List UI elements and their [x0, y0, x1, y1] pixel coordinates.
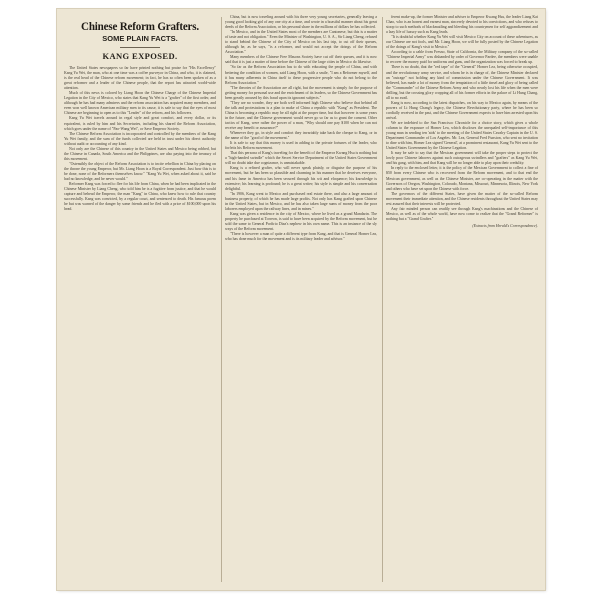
paragraph: We are indebted to the San Francisco Chronicle for a choice story, which gives a whole column to the exposure of Homer Lea, which discloses the unequaled self-importance of this young man in sending ten 'aids' to the meeting of the United States Cavalry Captain in the U. S. Department Commander of Los Angeles. Mr. Lea, General Fred Funston, who sent no invitation to dine with him, Homer Lea signed 'General', at a prominent restaurant, Kang Yu Wei sent to the United States Government by the Chinese Legation. [386, 120, 538, 151]
paragraph: It may be safe to say that the Mexican government will take the proper steps to protect the lowly poor Chinese laborers against such outrageous swindlers and "grafters" as Kang Yu Wei, and his gang, with him, and that Kang will be no longer able to play upon their credulity. [386, 151, 538, 166]
paragraph: Kang Yu Wei travels around in regal style and great comfort, and every dollar, or its equivalent, is ruled by him and his Secretaries, including his shared the Reform Association, which goes under the name of "Pao-Wang Wei", or Save Emperor Society. [64, 116, 216, 131]
paragraph: There is no doubt, that the "red tape" of the "General" Homer Lea, being otherwise occupied, and the revolutionary army service, and whom he is in charge of, the Chinese Minister declared an "outrage" not holding any kind of commission under the Chinese Government. It was believed, has made a lot of money from the temptation of a little tinsel and glory of being called the "Commander" of the Chinese Reform Army and who nearly lost his life when the men were drilling, but the crossing glory cropping all of his former efforts in the palace of Li Hung Chang, all to no avail. [386, 65, 538, 100]
headline-divider [120, 47, 160, 48]
paragraph: "The theories of the Association are all right, but the movement is simply for the purpose of getting money for personal use and the enrichment of its leaders, so the Chinese Government has been greatly aroused by this fraud upon its ignorant subjects." [225, 85, 377, 100]
paragraph: It is safe to say that this money is used in adding to the private fortunes of the leader, who forfeits his Reform movement. [225, 141, 377, 151]
subheadline: SOME PLAIN FACTS. [102, 34, 178, 43]
paragraph: China, but is now traveling around with his three very young secretaries, generally leaving a young good looking girl of any one city at a time, and wrote in a boastful manner about his great deeds of the Reform Association, or his personal share in the millions of dollars he has collected. [225, 15, 377, 30]
paragraph: The Chinese Reform Association is incorporated and controlled by the members of the Kang Yu Wei family, and the sum of the funds collected are held in trust under his direct authority without audit or accounting of any kind. [64, 131, 216, 146]
paragraph: Reformer Kang was forced to flee for his life from China, when he had been implicated in the Chinese Minister by Liang Cheng, who told him he is a fugitive from justice, and that he would capture and behead the Emperor, the man "Kang" in China, who knew how to rule that country successfully. Kang was convicted, by a regular court, and sentenced to death. His famous poem he but was warned of the danger by some friends and he fled with a price of $100,000 upon his head. [64, 182, 216, 212]
paragraph: "They are no wonder, they are both well informed high Chinese who believe that behind all the talk and protestations is a plan to make of China a republic with "Kang" as President. The China is becoming a republic may be all right at the proper time, but that however is some years in the future, and the Chinese government would never go so far as to grant the consent. Other tactics of Kang, were rather the power of a man, "Why should one pay $100 when he can not receive any benefit or assurance?" [225, 100, 377, 131]
newspaper-clipping [57, 9, 545, 590]
paragraph: "There is however a man of quite a different type from Kang, and that is General Homer Lea, who has done much for the movement and is its military leader and advisor." [225, 232, 377, 242]
paragraph: Kang was given a residence in the city of Mexico, where he lived as a grand Mandarin. The property he purchased at Torreon, is said to have been acquired by the Reform movement, but he sold the same to General Porfirio Diaz's nephew in his own name. This is an instance of the sly ways of the Reform movement. [225, 211, 377, 231]
column-rule [221, 17, 222, 582]
headline: Chinese Reform Grafters. [81, 19, 199, 33]
source-credit: (Extracts from Herald's Correspondence). [472, 223, 538, 228]
paragraph: Many members of the Chinese Free Masons Society have cut off their queues, and it is now said that it is just a matter of time before the Chinese of the large cities in Mexico do likewise. [225, 55, 377, 65]
paragraph: "Ostensibly the object of the Reform Association is to incite rebellion in China by placing on the throne the young Emperor, but Mr. Liang Hoon is a Royal Correspondent. Just how this is to be done, none of the Reformers themselves know." "Kang Yu Wei, when asked about it, said he had no knowledge, and he never would." [64, 161, 216, 182]
paragraph: Much of this news is colored by Liang Hoon the Chinese Charge of the Chinese Imperial Legation in the City of Mexico, who states that Kang Yu Wei is a "grafter" of the first order, and although he has had many admirers and the reform association has acquired many members, and even won well known American military men to its cause, it is safe to say that the eyes of most Chinese are beginning to open as to this "Leader" of the reform, and his followers. [64, 91, 216, 116]
paragraph: According to a cable from Fresno, State of California, the Military company of the so-called "Chinese Imperial Army" was disbanded by order of Governor Pardee, the members were unable to recover the money paid for uniforms and guns, and the organization was forced to break up. [386, 50, 538, 65]
kicker: KANG EXPOSED. [102, 51, 178, 61]
column-rule [382, 17, 383, 582]
paragraph: The governors of the different States, have given the matter of the so-called Reform movement their immediate attention, and the Chinese residents throughout the United States may rest assured that their interests will be protected. [386, 191, 538, 206]
paragraph: "It is doubtful whether Kang Yu Wei will visit Mexico City on account of these adventures, as our Chinese are not fools, and Mr. Liang Hoon, we will be fully posted by the Chinese Legation of the doings of Kang's visit to Mexico." [386, 35, 538, 50]
article-column-1 [64, 15, 216, 584]
paragraph: Any fair minded person can readily see through Kang's machinations and the Chinese of Mexico, as well as of the whole world, have now come to realize that the "Grand Reformer" is nothing but a "Grand Grafter." [386, 206, 538, 221]
article-column-3 [386, 15, 538, 584]
paragraph: ferent make-up, the former Minister and adviser to Emperor Kwang Hsu, the leader Liang Kai Chao, who is an honest and earnest man, sincerely devoted to his convictions, and who refuses to stoop to such methods of blackmailing and bleeding his countrymen for self aggrandizement and a lazy life of luxury such as Kang leads. [386, 15, 538, 35]
paragraph: "So far as the Reform Association has to do with educating the people of China, and with bettering the condition of women, said Liang Hoon, with a smile, "I am a Reformer myself, and it has many adherents in China itself to these progressive people who do not belong to the Reform Association." [225, 65, 377, 85]
paragraph: Kang is a refined grafter, who will never speak plainly, or disguise the purpose of his movement, but he has been so plausible and charming in his manner that he deceives everyone, and his fame in America has been secured through his wit and eloquence; his knowledge is extensive; his learning is profound; he is a great writer; his style is simple and his conversation delightful. [225, 166, 377, 191]
paragraph: That this persona of Kang's traveling for the benefit of the Emperor Kwang Hsu is nothing but a "high-handed swindle" which the Secret Service Department of the United States Government will no doubt take due cognizance, is unmistakable. [225, 151, 377, 166]
paragraph: In reply to the enclosed letter, it is the policy of the Mexican Government to collect a fine of $50 from every Chinese who is recovered from the Reform movement, and to that end the Mexican government, as well as the Chinese Minister, are co-operating in the matter with the Governors of Oregon, Washington, Colorado, Montana, Missouri, Minnesota, Illinois, New York and others who have set upon the Chinese with force. [386, 166, 538, 191]
paragraph: Kang is now, according to the latest dispatches, on his way to Mexico again, by means of the powers of Li Hung Chang's legacy, the Chinese Revolutionary party, where he has been so cordially received in the past, and the Chinese Government expects to have him arrested upon his arrival. [386, 100, 538, 120]
paragraph: "In Mexico, and in the United States most of the members are Cantonese, but this is a matter of taste and not obligation." Even the Minister of Washington, U. S. A., Sir Liang Cheng, refused to stand behind the Chinese of the City of Mexico on his last trip, to cut off their queues, although he, as he says, "is a reformer, and would not accept the doings of the Reform Association." [225, 30, 377, 55]
paragraph: "In 1906, Kang went to Mexico and purchased real estate there, and also a large amount of business property, of which he has made large profits. Not only has Kang grafted upon Chinese in the United States, but in Mexico, and he has also taken large sums of money from the poor laborers employed upon the railway lines, and in mines." [225, 191, 377, 211]
paragraph: The United States newspapers so far have printed nothing but praise for "His Excellency" Kang Yu Wei, the man, who at one time was a coffee purveyor in China, and who, it is claimed, is the real head of the Chinese reform movement; in fact, he has so often been spoken of as a great reformer and a leader of the Chinese people, that the report has attracted world-wide attention. [64, 66, 216, 91]
paragraph: Not only are the Chinese of this country in the United States and Mexico being robbed, but the Chinese in Canada, South America and the Philippines, are also paying into the treasury of this movement. [64, 146, 216, 161]
paragraph: Whenever they go, in style and comfort they invariably take back the cheque to Kang, or in the name of the "good of the movement." [225, 131, 377, 141]
article-column-2 [225, 15, 377, 584]
